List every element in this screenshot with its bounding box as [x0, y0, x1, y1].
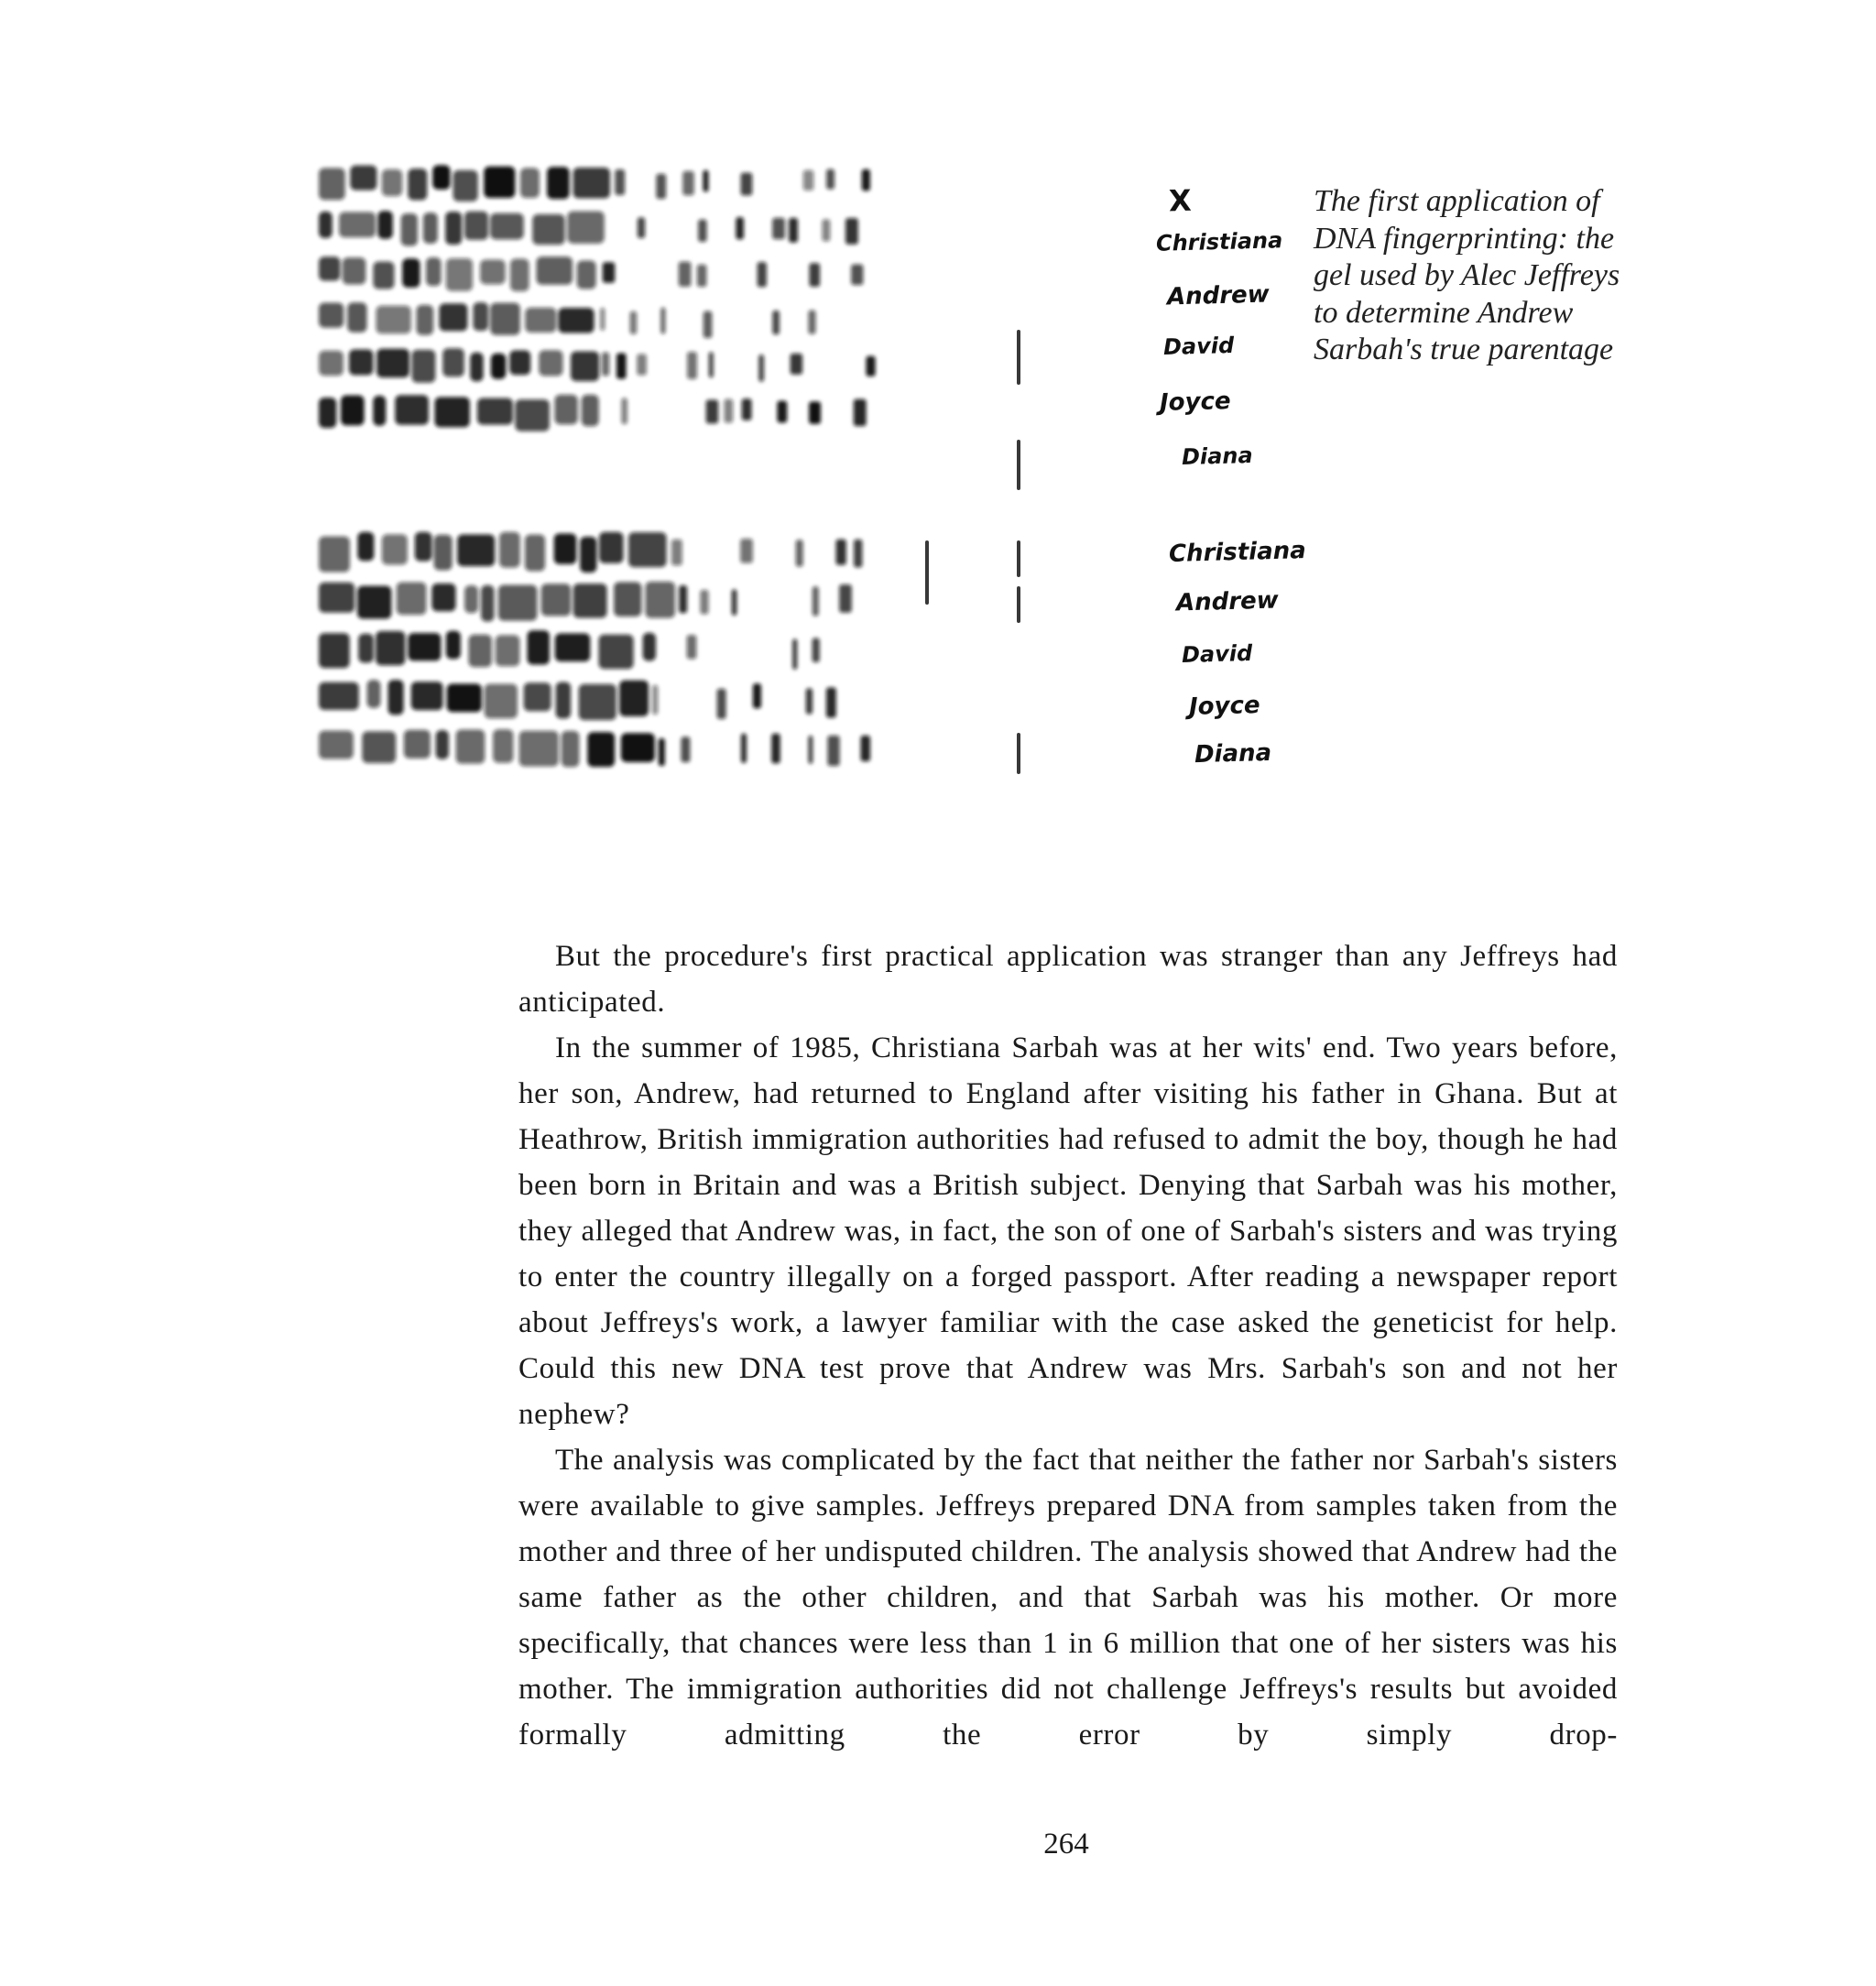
- body-text: [518, 933, 1618, 1758]
- gel-band: [416, 305, 433, 335]
- gel-band: [349, 349, 374, 375]
- gel-band: [527, 630, 549, 664]
- gel-band: [717, 689, 726, 719]
- gel-band: [645, 582, 675, 618]
- gel-band: [580, 537, 596, 573]
- gel-band: [496, 635, 520, 666]
- gel-band: [703, 170, 708, 192]
- gel-band: [562, 731, 580, 767]
- gel-band: [861, 736, 871, 761]
- gel-band: [468, 635, 491, 667]
- gel-band: [862, 169, 870, 191]
- gel-band: [659, 738, 665, 766]
- lane-label-christiana-top: Christiana: [1155, 227, 1283, 256]
- gel-band: [415, 532, 432, 562]
- gel-band: [319, 633, 350, 668]
- gel-band: [477, 398, 513, 424]
- gel-band: [679, 585, 687, 613]
- lane-label-christiana-bottom: Christiana: [1168, 537, 1307, 568]
- gel-band: [376, 349, 409, 377]
- gel-band: [470, 353, 484, 382]
- gel-band: [637, 354, 647, 375]
- gel-band: [377, 211, 392, 239]
- gel-band: [408, 169, 427, 200]
- gel-band: [827, 736, 839, 766]
- gel-band: [682, 171, 694, 195]
- gel-band: [319, 398, 336, 428]
- gel-band: [493, 729, 513, 763]
- gel-band: [854, 399, 867, 427]
- gel-band: [724, 398, 733, 422]
- gel-band: [402, 258, 420, 288]
- gel-band: [319, 168, 345, 200]
- gel-band: [434, 535, 453, 571]
- gel-band: [681, 737, 690, 762]
- gel-band: [423, 213, 438, 244]
- gel-band: [358, 634, 374, 663]
- gel-band: [777, 400, 787, 422]
- gel-band: [357, 532, 374, 562]
- gel-band: [577, 260, 596, 289]
- gel-band: [395, 395, 429, 425]
- paragraph-2: In the summer of 1985, Christiana Sarbah was at her wits' end. Two years before, her son, Andrew, had returned to England after visiting his father in Ghana. But at Heathrow, British immigration authorities had refused to admit the boy, though he had been born in Britain and was a British subject. Denying that Sarbah was his mother, they alleged that Andrew was, in fact, the son of one of Sarbah's sisters and was trying to enter the country illegally on a forged passport. After reading a newspaper report about Jeffreys's work, a lawyer familiar with the case asked the geneticist for help. Could this new DNA test prove that Andrew was Mrs. Sarbah's son and not her nephew?: [518, 1031, 1618, 1431]
- gel-band: [480, 259, 506, 284]
- gel-band: [382, 534, 408, 564]
- gel-band: [509, 350, 530, 375]
- gel-band: [742, 398, 752, 420]
- gel-band: [671, 540, 682, 565]
- gel-band: [431, 584, 455, 612]
- gel-band: [510, 258, 529, 291]
- gel-band: [373, 396, 386, 426]
- gel-band: [809, 401, 821, 423]
- gel-band: [373, 261, 394, 289]
- gel-band: [362, 731, 396, 763]
- gel-band: [319, 537, 350, 573]
- gel-band: [432, 165, 450, 190]
- figure-caption: The first application of DNA fingerprinting: the gel used by Alec Jeffreys to determine Andrew Sarbah's true parentage: [1314, 184, 1620, 366]
- gel-band: [808, 310, 815, 333]
- gel-band: [350, 165, 376, 190]
- gel-band: [498, 585, 538, 621]
- gel-band: [573, 168, 611, 199]
- gel-band: [652, 685, 658, 715]
- gel-band: [599, 532, 624, 563]
- gel-band: [704, 311, 713, 338]
- gel-band: [835, 540, 845, 565]
- gel-band: [401, 213, 418, 246]
- gel-band: [536, 256, 573, 285]
- gel-band: [630, 311, 638, 334]
- gel-band: [490, 213, 524, 240]
- gel-band: [473, 302, 488, 331]
- gel-band: [925, 540, 929, 605]
- gel-band: [367, 680, 381, 708]
- gel-band: [813, 638, 820, 662]
- gel-band: [357, 586, 391, 619]
- gel-band: [519, 731, 559, 767]
- lane-label-david-top: David: [1162, 332, 1235, 361]
- gel-band: [826, 169, 834, 190]
- gel-band: [573, 584, 607, 618]
- gel-band: [547, 167, 570, 199]
- gel-band: [758, 355, 764, 382]
- paragraph-3: The analysis was complicated by the fact that neither the father nor Sarbah's sisters were available to give samples. Jeffreys prepared DNA from samples taken from the mother and three of her undisputed children. The analysis showed that Andrew had the same father as the other children, and that Sarbah was his mother. Or more specifically, that chances were less than 1 in 6 million that one of her sisters was his mother. The immigration authorities did not challenge Jeffreys's results but avoided formally admitting the error by simply drop-: [518, 1444, 1618, 1751]
- gel-band: [741, 734, 747, 763]
- gel-band: [808, 736, 813, 764]
- gel-band: [687, 352, 697, 379]
- gel-band: [598, 635, 633, 670]
- gel-band: [621, 398, 627, 424]
- gel-band: [789, 218, 798, 243]
- lane-label-x: X: [1168, 182, 1193, 219]
- gel-band: [700, 590, 708, 615]
- gel-band: [554, 533, 577, 563]
- gel-band: [1017, 540, 1020, 577]
- gel-band: [343, 257, 366, 284]
- gel-band: [485, 683, 518, 718]
- gel-band: [619, 681, 649, 716]
- gel-band: [679, 262, 692, 287]
- gel-band: [319, 351, 344, 376]
- gel-band: [851, 265, 863, 286]
- gel-band: [339, 212, 376, 237]
- gel-band: [803, 170, 814, 191]
- gel-band: [579, 684, 616, 720]
- gel-band: [772, 218, 785, 239]
- gel-band: [347, 302, 366, 332]
- gel-band: [698, 219, 706, 242]
- gel-band: [753, 683, 761, 708]
- gel-band: [499, 532, 520, 568]
- gel-band: [554, 395, 577, 424]
- gel-band: [555, 633, 591, 661]
- gel-band: [582, 395, 599, 426]
- gel-band: [600, 308, 605, 331]
- gel-band: [397, 583, 427, 616]
- gel-band: [319, 682, 359, 710]
- gel-band: [525, 535, 545, 572]
- gel-band: [319, 731, 354, 759]
- lane-label-joyce-bottom: Joyce: [1188, 691, 1260, 722]
- gel-band: [445, 212, 462, 245]
- gel-band: [491, 354, 507, 379]
- gel-band: [376, 631, 405, 665]
- gel-band: [436, 730, 449, 759]
- gel-band: [628, 532, 667, 567]
- gel-band: [382, 169, 403, 196]
- gel-band: [532, 214, 565, 245]
- gel-band: [404, 730, 431, 758]
- gel-band: [621, 733, 655, 762]
- lane-label-david-bottom: David: [1181, 639, 1253, 669]
- gel-band: [525, 308, 556, 333]
- lane-label-andrew-bottom: Andrew: [1175, 586, 1280, 617]
- gel-band: [854, 540, 863, 568]
- gel-band: [515, 399, 550, 431]
- gel-band: [411, 682, 443, 710]
- gel-band: [408, 633, 441, 660]
- gel-band: [434, 397, 469, 427]
- gel-band: [567, 211, 604, 243]
- gel-band: [792, 638, 797, 670]
- gel-band: [732, 589, 737, 616]
- gel-band: [426, 257, 442, 286]
- gel-band: [826, 687, 836, 717]
- gel-band: [490, 303, 520, 335]
- gel-band: [376, 306, 410, 334]
- gel-band: [687, 635, 697, 659]
- gel-band: [524, 682, 551, 711]
- gel-band: [614, 582, 641, 617]
- gel-band: [411, 350, 435, 383]
- gel-band: [697, 265, 707, 287]
- gel-band: [771, 734, 780, 764]
- gel-band: [541, 584, 572, 616]
- gel-band: [558, 308, 594, 333]
- gel-band: [616, 353, 627, 378]
- gel-band: [446, 258, 473, 291]
- gel-band: [1017, 586, 1020, 623]
- gel-band: [839, 584, 852, 613]
- lane-label-andrew-top: Andrew: [1166, 280, 1271, 311]
- gel-band: [709, 352, 714, 377]
- gel-band: [456, 729, 485, 763]
- gel-band: [809, 263, 820, 287]
- gel-band: [758, 262, 767, 287]
- gel-band: [740, 539, 753, 563]
- gel-band: [457, 534, 495, 566]
- gel-band: [813, 586, 819, 616]
- gel-band: [319, 212, 333, 238]
- gel-band: [1017, 733, 1020, 774]
- gel-band: [464, 585, 478, 613]
- gel-band: [341, 395, 365, 425]
- gel-band: [638, 217, 645, 238]
- gel-band: [706, 399, 719, 423]
- gel-band: [481, 585, 494, 622]
- gel-band: [845, 218, 858, 245]
- gel-band: [571, 352, 599, 382]
- paragraph-1: But the procedure's first practical application was stranger than any Jeffreys had anticipated.: [518, 940, 1618, 1019]
- gel-band: [587, 732, 615, 767]
- gel-band: [796, 540, 803, 566]
- gel-band: [319, 256, 340, 280]
- gel-band: [453, 170, 477, 202]
- gel-band: [741, 172, 753, 195]
- gel-band: [484, 167, 515, 198]
- gel-band: [866, 356, 875, 376]
- gel-band: [1017, 440, 1020, 490]
- gel-band: [464, 212, 488, 240]
- gel-band: [660, 307, 665, 333]
- gel-band: [388, 680, 404, 715]
- gel-band: [520, 168, 540, 198]
- lane-label-diana-top: Diana: [1181, 442, 1253, 471]
- gel-band: [602, 353, 609, 376]
- gel-band: [736, 217, 744, 239]
- gel-band: [822, 219, 830, 241]
- lane-label-joyce-top: Joyce: [1159, 387, 1231, 418]
- gel-band: [1017, 330, 1020, 385]
- page-number: 264: [1043, 1828, 1089, 1861]
- gel-band: [656, 174, 666, 199]
- gel-band: [806, 688, 813, 714]
- gel-band: [556, 682, 572, 719]
- gel-band: [791, 354, 803, 375]
- lane-label-diana-bottom: Diana: [1194, 738, 1272, 769]
- gel-band: [539, 350, 562, 376]
- gel-band: [446, 631, 461, 660]
- gel-band: [442, 348, 464, 376]
- gel-band: [643, 633, 656, 661]
- gel-band: [615, 169, 625, 195]
- gel-band: [319, 583, 354, 613]
- gel-band: [603, 262, 616, 282]
- gel-band: [319, 303, 344, 328]
- gel-bands: [319, 165, 876, 767]
- gel-band: [447, 683, 482, 712]
- gel-band: [439, 303, 467, 331]
- gel-band: [772, 311, 780, 334]
